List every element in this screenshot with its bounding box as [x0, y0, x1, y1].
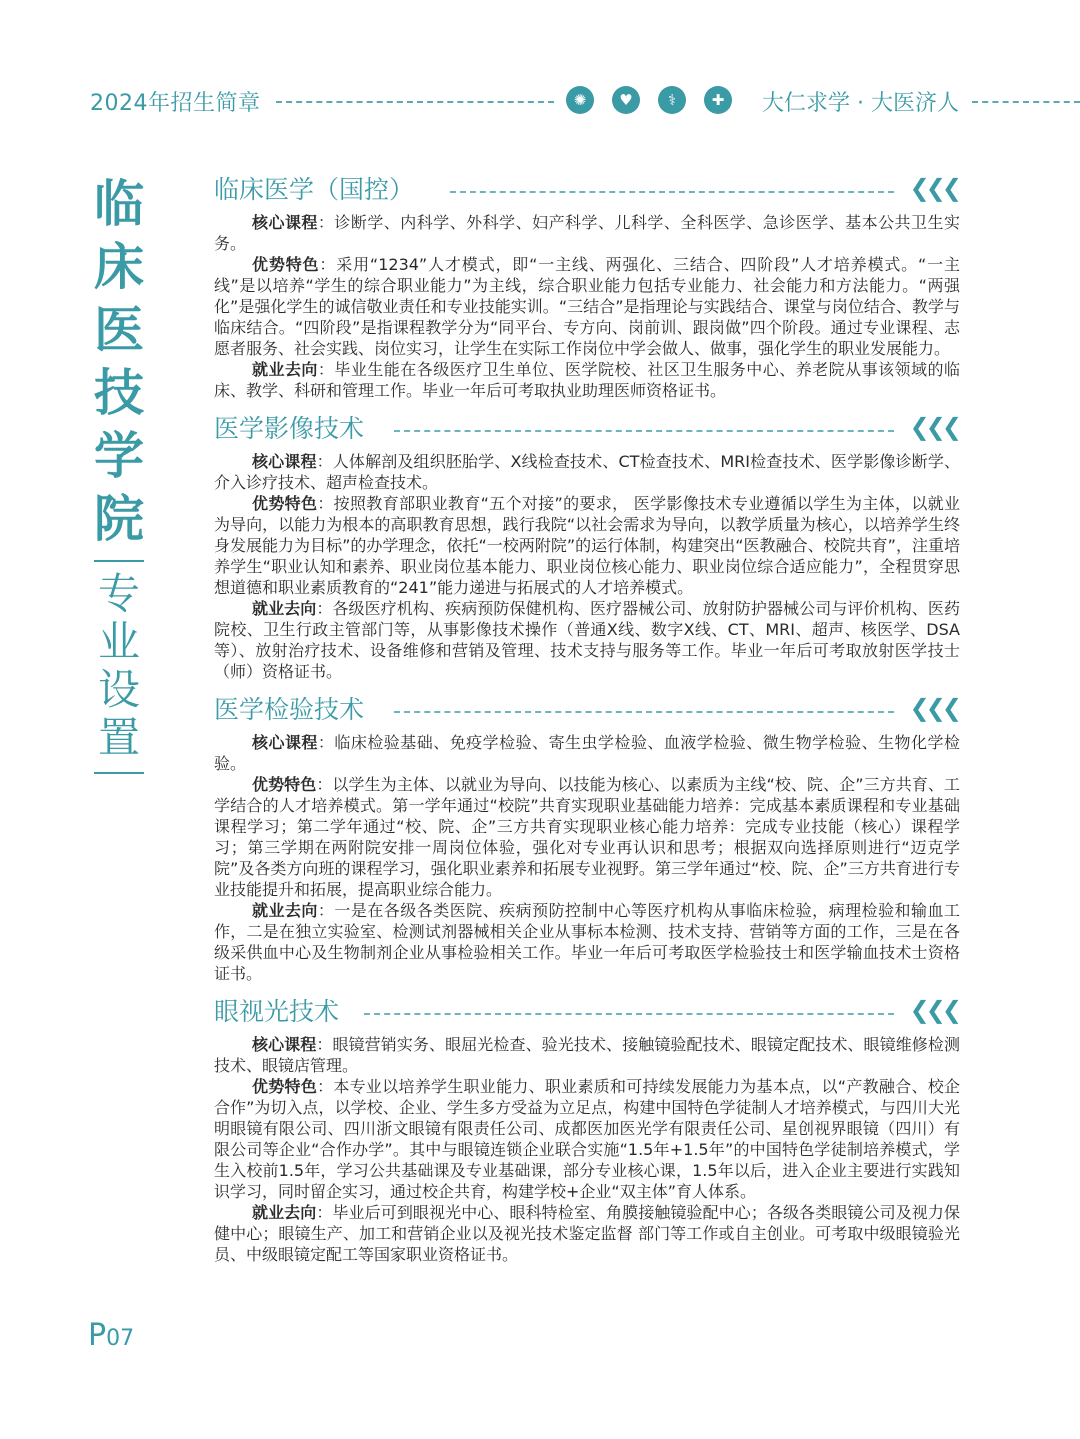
- title-char: 医: [94, 300, 144, 359]
- employment-text: ：一是在各级各类医院、疾病预防控制中心等医疗机构从事临床检验，病理检验和输血工作，二是在独立实验室、检测试剂器械相关企业从事标本检测、技术支持、营销等方面的工作，三是在各级采供血中心及生物制剂企业从事检验相关工作。毕业一年后可考取医学检验技士和医学输血技术士资格证书。: [214, 901, 960, 983]
- advantage-text: ：采用“1234”人才模式，即“一主线、两强化、三结合、四阶段”人才培养模式。“一主线”是以培养“学生的综合职业能力”为主线，综合职业能力包括专业能力、社会能力和方法能力。“两强化”是强化学生的诚信敬业责任和专业技能实训。“三结合”是指理论与实践结合、课堂与岗位结合、教学与临床结合。“四阶段”是指课程教学分为“同平台、专方向、岗前训、跟岗做”四个阶段。通过专业课程、志愿者服务、社会实践、岗位实习，让学生在实际工作岗位中学会做人、做事，强化学生的职业发展能力。: [214, 255, 960, 358]
- advantages: [214, 254, 960, 359]
- heading-dash: [394, 711, 894, 713]
- medical-cross-icon: ✚: [704, 86, 732, 114]
- section-heading: [214, 411, 960, 451]
- advantages: [214, 493, 960, 598]
- subtitle-char: 业: [97, 617, 140, 666]
- employment: [214, 598, 960, 682]
- section-heading: [214, 692, 960, 732]
- title-divider: [94, 772, 144, 774]
- employment-label: 就业去向: [252, 599, 317, 618]
- major-section-medical-laboratory: [214, 692, 960, 984]
- advantage-text: ：按照教育部职业教育“五个对接”的要求， 医学影像技术专业遵循以学生为主体，以就业为导向，以能力为根本的高职教育思想，践行我院“以社会需求为导向，以教学质量为核心，以培养学生终身发展能力为目标”的办学理念，依托“一校两附院”的运行体制，构建突出“医教融合、校院共育”，注重培养学生“职业认知和素养、职业岗位基本能力、职业岗位核心能力、职业岗位综合适应能力”，全程贯穿思想道德和职业素质教育的“241”能力递进与拓展式的人才培养模式。: [214, 494, 960, 597]
- heart-pulse-icon: ♥: [612, 86, 640, 114]
- core-courses: [214, 451, 960, 493]
- core-courses: [214, 212, 960, 254]
- vertical-title: [88, 172, 150, 782]
- stethoscope-icon: ⚕: [658, 86, 686, 114]
- heading-dash: [450, 191, 894, 193]
- page-number-prefix: P: [88, 1318, 107, 1353]
- subtitle-char: 置: [97, 713, 140, 762]
- subtitle-char: 设: [97, 665, 140, 714]
- employment-text: ：各级医疗机构、疾病预防保健机构、医疗器械公司、放射防护器械公司与评价机构、医药院校、卫生行政主管部门等，从事影像技术操作（普通X线、数字X线、CT、MRI、超声、核医学、DSA等）、放射治疗技术、设备维修和营销及管理、技术支持与服务等工作。毕业一年后可考取放射医学技士（师）资格证书。: [214, 599, 960, 681]
- core-text: ：眼镜营销实务、眼屈光检查、验光技术、接触镜验配技术、眼镜定配技术、眼镜维修检测技术、眼镜店管理。: [214, 1035, 960, 1075]
- advantages: [214, 774, 960, 900]
- section-heading: [214, 994, 960, 1034]
- chevrons-icon: ❮❮❮: [909, 174, 958, 202]
- major-section-clinical-medicine: [214, 172, 960, 401]
- employment-text: ：毕业后可到眼视光中心、眼科特检室、角膜接触镜验配中心；各级各类眼镜公司及视力保健中心；眼镜生产、加工和营销企业以及视光技术鉴定监督 部门等工作或自主创业。可考取中级眼镜验光员、中级眼镜定配工等国家职业资格证书。: [214, 1203, 960, 1264]
- advantage-text: ：以学生为主体、以就业为导向、以技能为核心、以素质为主线“校、院、企”三方共育、工学结合的人才培养模式。第一学年通过“校院”共育实现职业基础能力培养：完成基本素质课程和专业基础课程学习；第二学年通过“校、院、企”三方共育实现职业核心能力培养：完成专业技能（核心）课程学习；第三学期在两附院安排一周岗位体验，强化对专业再认识和思考；根据双向选择原则进行“迈克学院”及各类方向班的课程学习，强化职业素养和拓展专业视野。第三学年通过“校、院、企”三方共育进行专业技能提升和拓展，提高职业综合能力。: [214, 775, 960, 899]
- header-dash-right: [972, 101, 1080, 103]
- section-title: 临床医学（国控）: [214, 172, 428, 208]
- page-number-value: 07: [106, 1326, 135, 1351]
- advantages: [214, 1076, 960, 1202]
- majors-content: [214, 172, 960, 1275]
- core-text: ：临床检验基础、免疫学检验、寄生虫学检验、血液学检验、微生物学检验、生物化学检验。: [214, 733, 960, 773]
- heading-dash: [364, 1013, 894, 1015]
- chevrons-icon: ❮❮❮: [909, 413, 958, 441]
- section-title: 医学检验技术: [214, 692, 378, 728]
- core-text: ：人体解剖及组织胚胎学、X线检查技术、CT检查技术、MRI检查技术、医学影像诊断学、介入诊疗技术、超声检查技术。: [214, 452, 960, 492]
- page-number: [88, 1318, 134, 1353]
- core-label: 核心课程: [252, 733, 318, 752]
- core-text: ：诊断学、内科学、外科学、妇产科学、儿科学、全科医学、急诊医学、基本公共卫生实务。: [214, 213, 960, 253]
- heading-dash: [394, 430, 894, 432]
- advantage-label: 优势特色: [252, 494, 318, 513]
- employment: [214, 900, 960, 984]
- advantage-label: 优势特色: [252, 1077, 318, 1096]
- title-char: 临: [94, 174, 144, 233]
- core-label: 核心课程: [252, 1035, 317, 1054]
- core-label: 核心课程: [252, 452, 317, 471]
- section-title: 眼视光技术: [214, 994, 353, 1030]
- title-char: 院: [94, 489, 144, 548]
- brain-icon: ✺: [566, 86, 594, 114]
- employment: [214, 1202, 960, 1265]
- employment-label: 就业去向: [252, 1203, 317, 1222]
- header-icon-group: [566, 84, 736, 116]
- advantage-text: ：本专业以培养学生职业能力、职业素质和可持续发展能力为基本点，以“产教融合、校企合作”为切入点，以学校、企业、学生多方受益为立足点，构建中国特色学徒制人才培养模式，与四川大光明眼镜有限公司、四川浙文眼镜有限责任公司、成都医加医光学有限责任公司、星创视界眼镜（四川）有限公司等企业“合作办学”。其中与眼镜连锁企业联合实施“1.5年+1.5年”的中国特色学徒制培养模式，学生入校前1.5年，学习公共基础课及专业基础课，部分专业核心课，1.5年以后，进入企业主要进行实践知识学习，同时留企实习，通过校企共育，构建学校+企业“双主体”育人体系。: [214, 1077, 960, 1201]
- core-label: 核心课程: [252, 213, 318, 232]
- employment-label: 就业去向: [252, 901, 318, 920]
- section-title: 医学影像技术: [214, 411, 378, 447]
- title-char: 技: [94, 363, 144, 422]
- subtitle-char: 专: [97, 569, 140, 618]
- title-char: 床: [94, 237, 144, 296]
- brochure-title: 2024年招生简章: [90, 91, 261, 116]
- chevrons-icon: ❮❮❮: [909, 996, 958, 1024]
- advantage-label: 优势特色: [252, 775, 317, 794]
- employment-label: 就业去向: [252, 360, 318, 379]
- core-courses: [214, 732, 960, 774]
- slogan: 大仁求学 · 大医济人: [762, 91, 959, 116]
- major-section-optometry: [214, 994, 960, 1265]
- advantage-label: 优势特色: [252, 255, 320, 274]
- title-divider: [94, 560, 144, 562]
- section-heading: [214, 172, 960, 212]
- core-courses: [214, 1034, 960, 1076]
- page-header: [0, 78, 1080, 126]
- employment: [214, 359, 960, 401]
- header-dash-left: [276, 101, 554, 103]
- major-section-medical-imaging: [214, 411, 960, 682]
- title-char: 学: [94, 426, 144, 485]
- chevrons-icon: ❮❮❮: [909, 694, 958, 722]
- employment-text: ：毕业生能在各级医疗卫生单位、医学院校、社区卫生服务中心、养老院从事该领域的临床、教学、科研和管理工作。毕业一年后可考取执业助理医师资格证书。: [214, 360, 960, 400]
